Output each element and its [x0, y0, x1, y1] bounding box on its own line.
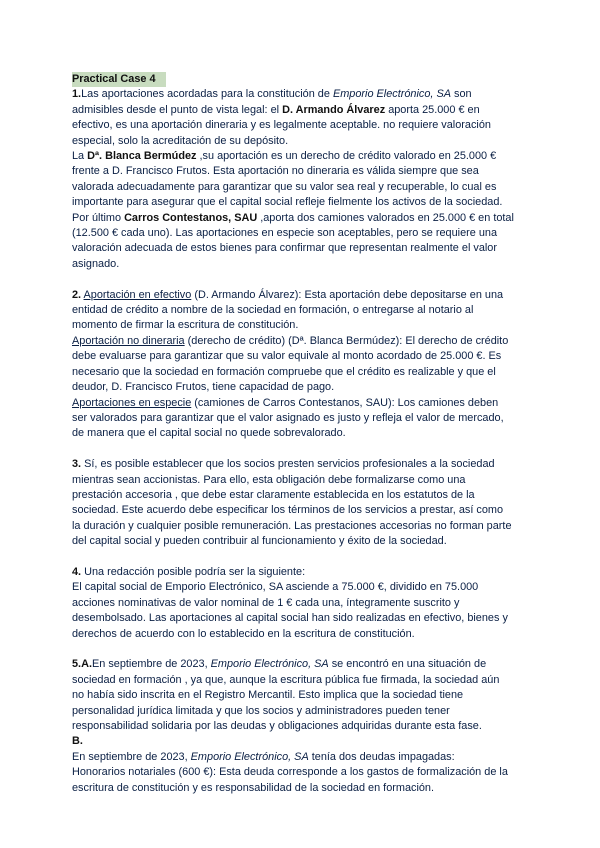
partner-armando: D. Armando Álvarez — [282, 103, 386, 116]
text: ,aporta dos camiones valorados en 25.000 € en total (12.500 € cada uno). Las aportaciones en especie son aceptables, pero se requiere una valoración adecuada de estos bienes para confirmar que representan realmente el valor asignado. — [72, 211, 514, 270]
spacer — [72, 550, 514, 565]
text: La — [72, 150, 88, 163]
heading-in-kind-contribution: Aportaciones en especie — [72, 396, 192, 409]
text: Por último — [72, 211, 125, 224]
spacer — [72, 272, 514, 287]
section-5b-para-2: Honorarios notariales (600 €): Esta deuda corresponde a los gastos de formalización de la escritura de constitución y es responsabilidad de la sociedad en formación. — [72, 766, 508, 794]
section-5b-para-1 — [72, 750, 514, 765]
section-4-intro — [72, 565, 514, 580]
section-2-number: 2. — [72, 288, 82, 301]
text: son admisibles desde el punto de vista legal: el — [72, 88, 472, 116]
text: aporta 25.000 € en efectivo, es una aportación dineraria y es legalmente aceptable. no requiere valoración especial, solo la acreditación de su depósito. — [72, 103, 491, 147]
section-2-para-2 — [72, 334, 514, 396]
text: (D. Armando Álvarez): Esta aportación debe depositarse en una entidad de crédito a nombre de la sociedad en formación, o entregarse al notario al momento de firmar la escritura de constitución. — [72, 288, 504, 332]
text: (camiones de Carros Contestanos, SAU): Los camiones deben ser valorados para garantizar que el valor asignado es justo y refleja el valor de mercado, de manera que el capital social no quede sobrevalorado. — [72, 396, 504, 440]
section-5a-para — [72, 657, 514, 734]
partner-blanca: Dª. Blanca Bermúdez — [87, 150, 197, 163]
text: En septiembre de 2023, — [72, 750, 191, 763]
section-1-para-3 — [72, 211, 514, 273]
document-title: Practical Case 4 — [72, 72, 166, 87]
section-1-para-2 — [72, 149, 514, 211]
section-5a-number: 5.A. — [72, 658, 92, 671]
section-5b-number: B. — [72, 735, 83, 748]
heading-non-cash-contribution: Aportación no dineraria — [72, 334, 185, 347]
text: (derecho de crédito) (Dª. Blanca Bermúdez): El derecho de crédito debe evaluarse para garantizar que su valor equivale al monto acordado de 25.000 €. Es necesario que la sociedad en formación compruebe que el crédito es realizable y que el deudor, D. Francisco Frutos, tiene capacidad de pago. — [72, 334, 509, 394]
section-3-number: 3. — [72, 458, 82, 471]
section-2-para-3 — [72, 396, 514, 442]
section-1-number: 1. — [72, 88, 82, 101]
text: En septiembre de 2023, — [91, 658, 211, 671]
text: ,su aportación es un derecho de crédito valorado en 25.000 € frente a D. Francisco Frutos. Esta aportación no dineraria es válida siempre que sea valorada adecuadamente para garantizar que su valor sea real y recuperable, lo cual es importante para asegurar que el capital social refleje fielmente los activos de la sociedad. — [72, 150, 503, 209]
text: Una redacción posible podría ser la siguiente: — [81, 565, 306, 578]
section-4-para: El capital social de Emporio Electrónico, SA asciende a 75.000 €, dividido en 75.000 acciones nominativas de valor nominal de 1 € cada una, íntegramente suscrito y desembolsado. Las aportaciones al capital social han sido realizadas en efectivo, bienes y derechos de acuerdo con lo establecido en la escritura de constitución. — [72, 581, 508, 640]
text: Sí, es posible establecer que los socios presten servicios profesionales a la sociedad mientras sean accionistas. Para ello, esta obligación debe formalizarse como una prestación accesoria , que debe estar claramente establecida en los estatutos de la sociedad. Este acuerdo debe especificar los términos de los servicios a prestar, así como la duración y cualquier posible remuneración. Las prestaciones accesorias no forman parte del capital social y pueden contribuir al funcionamiento y éxito de la sociedad. — [72, 458, 512, 548]
section-1-para-1 — [72, 87, 514, 149]
text: tenía dos deudas impagadas: — [308, 750, 455, 763]
company-name: Emporio Electrónico, SA — [210, 658, 329, 671]
section-2-para-1 — [72, 288, 514, 334]
spacer — [72, 442, 514, 457]
section-3-para — [72, 457, 514, 549]
company-name: Emporio Electrónico, SA — [190, 750, 309, 763]
spacer — [72, 642, 514, 657]
partner-carros: Carros Contestanos, SAU — [124, 211, 258, 224]
section-4-number: 4. — [72, 565, 82, 578]
text: Las aportaciones acordadas para la constitución de — [81, 88, 333, 101]
text: se encontró en una situación de sociedad en formación , ya que, aunque la escritura pública fue firmada, la sociedad aún no había sido inscrita en el Registro Mercantil. Esto implica que la sociedad tiene personalidad jurídica limitada y que los socios y administradores pueden tener responsabilidad solidaria por las deudas y obligaciones adquiridas durante esta fase. — [72, 658, 500, 732]
heading-cash-contribution: Aportación en efectivo — [83, 288, 192, 301]
company-name: Emporio Electrónico, SA — [332, 88, 451, 101]
